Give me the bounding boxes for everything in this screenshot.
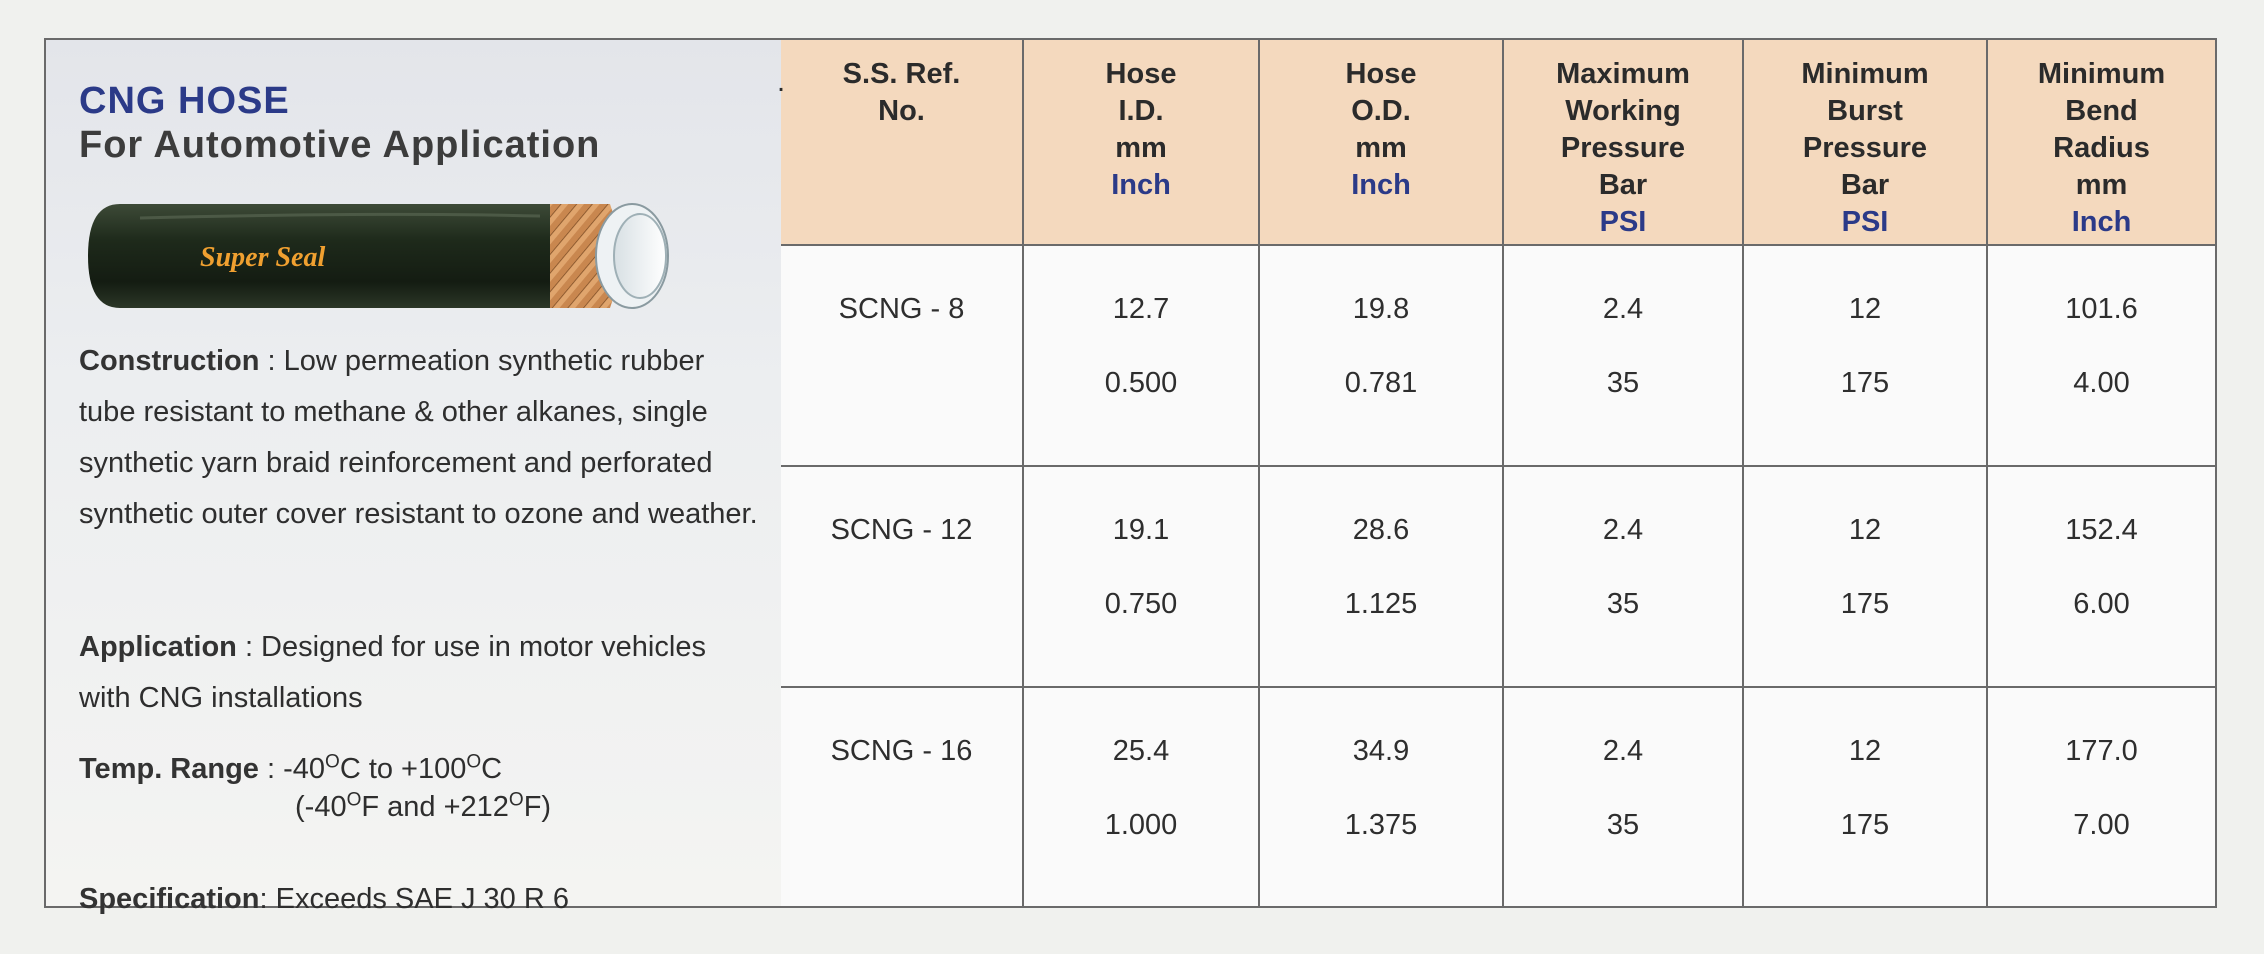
unit-label: PSI: [1841, 206, 1889, 238]
construction-text: Construction : Low permeation synthetic rubber tube resistant to methane & other alkanes, single synthetic yarn braid reinforcement and perforated synthetic outer cover resistant to ozone and weather.: [79, 345, 758, 530]
construction-label: Construction: [79, 345, 260, 377]
product-panel: [46, 40, 786, 915]
ref-cell: SCNG - 12: [781, 466, 1023, 687]
imperial-value: 1.000: [1104, 808, 1178, 841]
value-cell: [1503, 245, 1743, 466]
unit-label: Inch: [2071, 206, 2132, 238]
product-subtitle: For Automotive Application: [79, 124, 601, 166]
imperial-value: 175: [1840, 587, 1890, 620]
datasheet-frame: [44, 38, 2217, 915]
metric-value: 2.4: [1602, 513, 1644, 546]
metric-value: 177.0: [2065, 734, 2138, 767]
hose-brand-text: Super Seal: [200, 242, 326, 273]
imperial-value: 35: [1606, 587, 1640, 620]
value-cell: [1023, 245, 1259, 466]
column-header: Maximum Working Pressure Bar PSI: [1503, 40, 1743, 245]
table-header-row: [781, 40, 2215, 245]
metric-value: 28.6: [1352, 513, 1410, 546]
column-header: S.S. Ref. No.: [781, 40, 1023, 245]
column-header: Hose I.D. mm Inch: [1023, 40, 1259, 245]
value-cell: [1987, 245, 2215, 466]
column-header: Hose O.D. mm Inch: [1259, 40, 1503, 245]
unit-label: PSI: [1599, 206, 1647, 238]
application-label: Application: [79, 631, 237, 663]
imperial-value: 1.375: [1344, 808, 1418, 841]
metric-value: 12: [1848, 293, 1882, 325]
spec-label: Specification: [79, 883, 260, 915]
value-cell: [1987, 687, 2215, 906]
metric-value: 34.9: [1352, 734, 1410, 767]
metric-value: 25.4: [1112, 734, 1170, 767]
value-cell: [1023, 687, 1259, 906]
value-cell: [1023, 466, 1259, 687]
value-cell: [1743, 687, 1987, 906]
imperial-value: 0.781: [1344, 367, 1418, 399]
specification-text: Specification: Exceeds SAE J 30 R 6: [79, 883, 569, 915]
hose-image: [80, 198, 700, 314]
imperial-value: 0.500: [1104, 367, 1178, 399]
metric-value: 12.7: [1112, 293, 1170, 325]
application-text: Application : Designed for use in motor vehicles with CNG installations: [79, 631, 706, 714]
unit-label: Inch: [1111, 169, 1171, 201]
temp-label: Temp. Range: [79, 753, 259, 785]
value-cell: [1259, 245, 1503, 466]
metric-value: 101.6: [2065, 293, 2138, 325]
spec-table: [781, 40, 2215, 906]
value-cell: [1503, 687, 1743, 906]
metric-value: 2.4: [1602, 734, 1644, 767]
imperial-value: 1.125: [1344, 587, 1418, 620]
imperial-value: 6.00: [2073, 587, 2130, 620]
imperial-value: 35: [1606, 808, 1640, 841]
leading-dot: .: [777, 66, 786, 98]
imperial-value: 35: [1606, 367, 1640, 399]
temperature-range: Temp. Range : $-40^OC$ to $+100^OC$ ($-40^OF$ and $+212^OF$): [79, 751, 552, 823]
metric-value: 19.8: [1352, 293, 1410, 325]
table-row: [781, 245, 2215, 466]
imperial-value: 0.750: [1104, 587, 1178, 620]
ref-cell: SCNG - 8: [781, 245, 1023, 466]
value-cell: [1259, 466, 1503, 687]
value-cell: [1743, 466, 1987, 687]
table-row: [781, 466, 2215, 687]
metric-value: 152.4: [2065, 513, 2138, 546]
imperial-value: 7.00: [2073, 808, 2130, 841]
product-title: CNG HOSE: [79, 80, 290, 122]
ref-cell: SCNG - 16: [781, 687, 1023, 906]
metric-value: 12: [1848, 513, 1882, 546]
table-row: [781, 687, 2215, 906]
metric-value: 12: [1848, 734, 1882, 767]
column-header: Minimum Burst Pressure Bar PSI: [1743, 40, 1987, 245]
metric-value: 19.1: [1112, 513, 1170, 546]
unit-label: Inch: [1351, 169, 1411, 201]
value-cell: [1259, 687, 1503, 906]
metric-value: 2.4: [1602, 293, 1644, 325]
value-cell: [1987, 466, 2215, 687]
column-header: Minimum Bend Radius mm Inch: [1987, 40, 2215, 245]
imperial-value: 4.00: [2073, 367, 2130, 399]
imperial-value: 175: [1840, 367, 1890, 399]
spec-table-area: [777, 40, 2215, 906]
value-cell: [1503, 466, 1743, 687]
imperial-value: 175: [1840, 808, 1890, 841]
value-cell: [1743, 245, 1987, 466]
